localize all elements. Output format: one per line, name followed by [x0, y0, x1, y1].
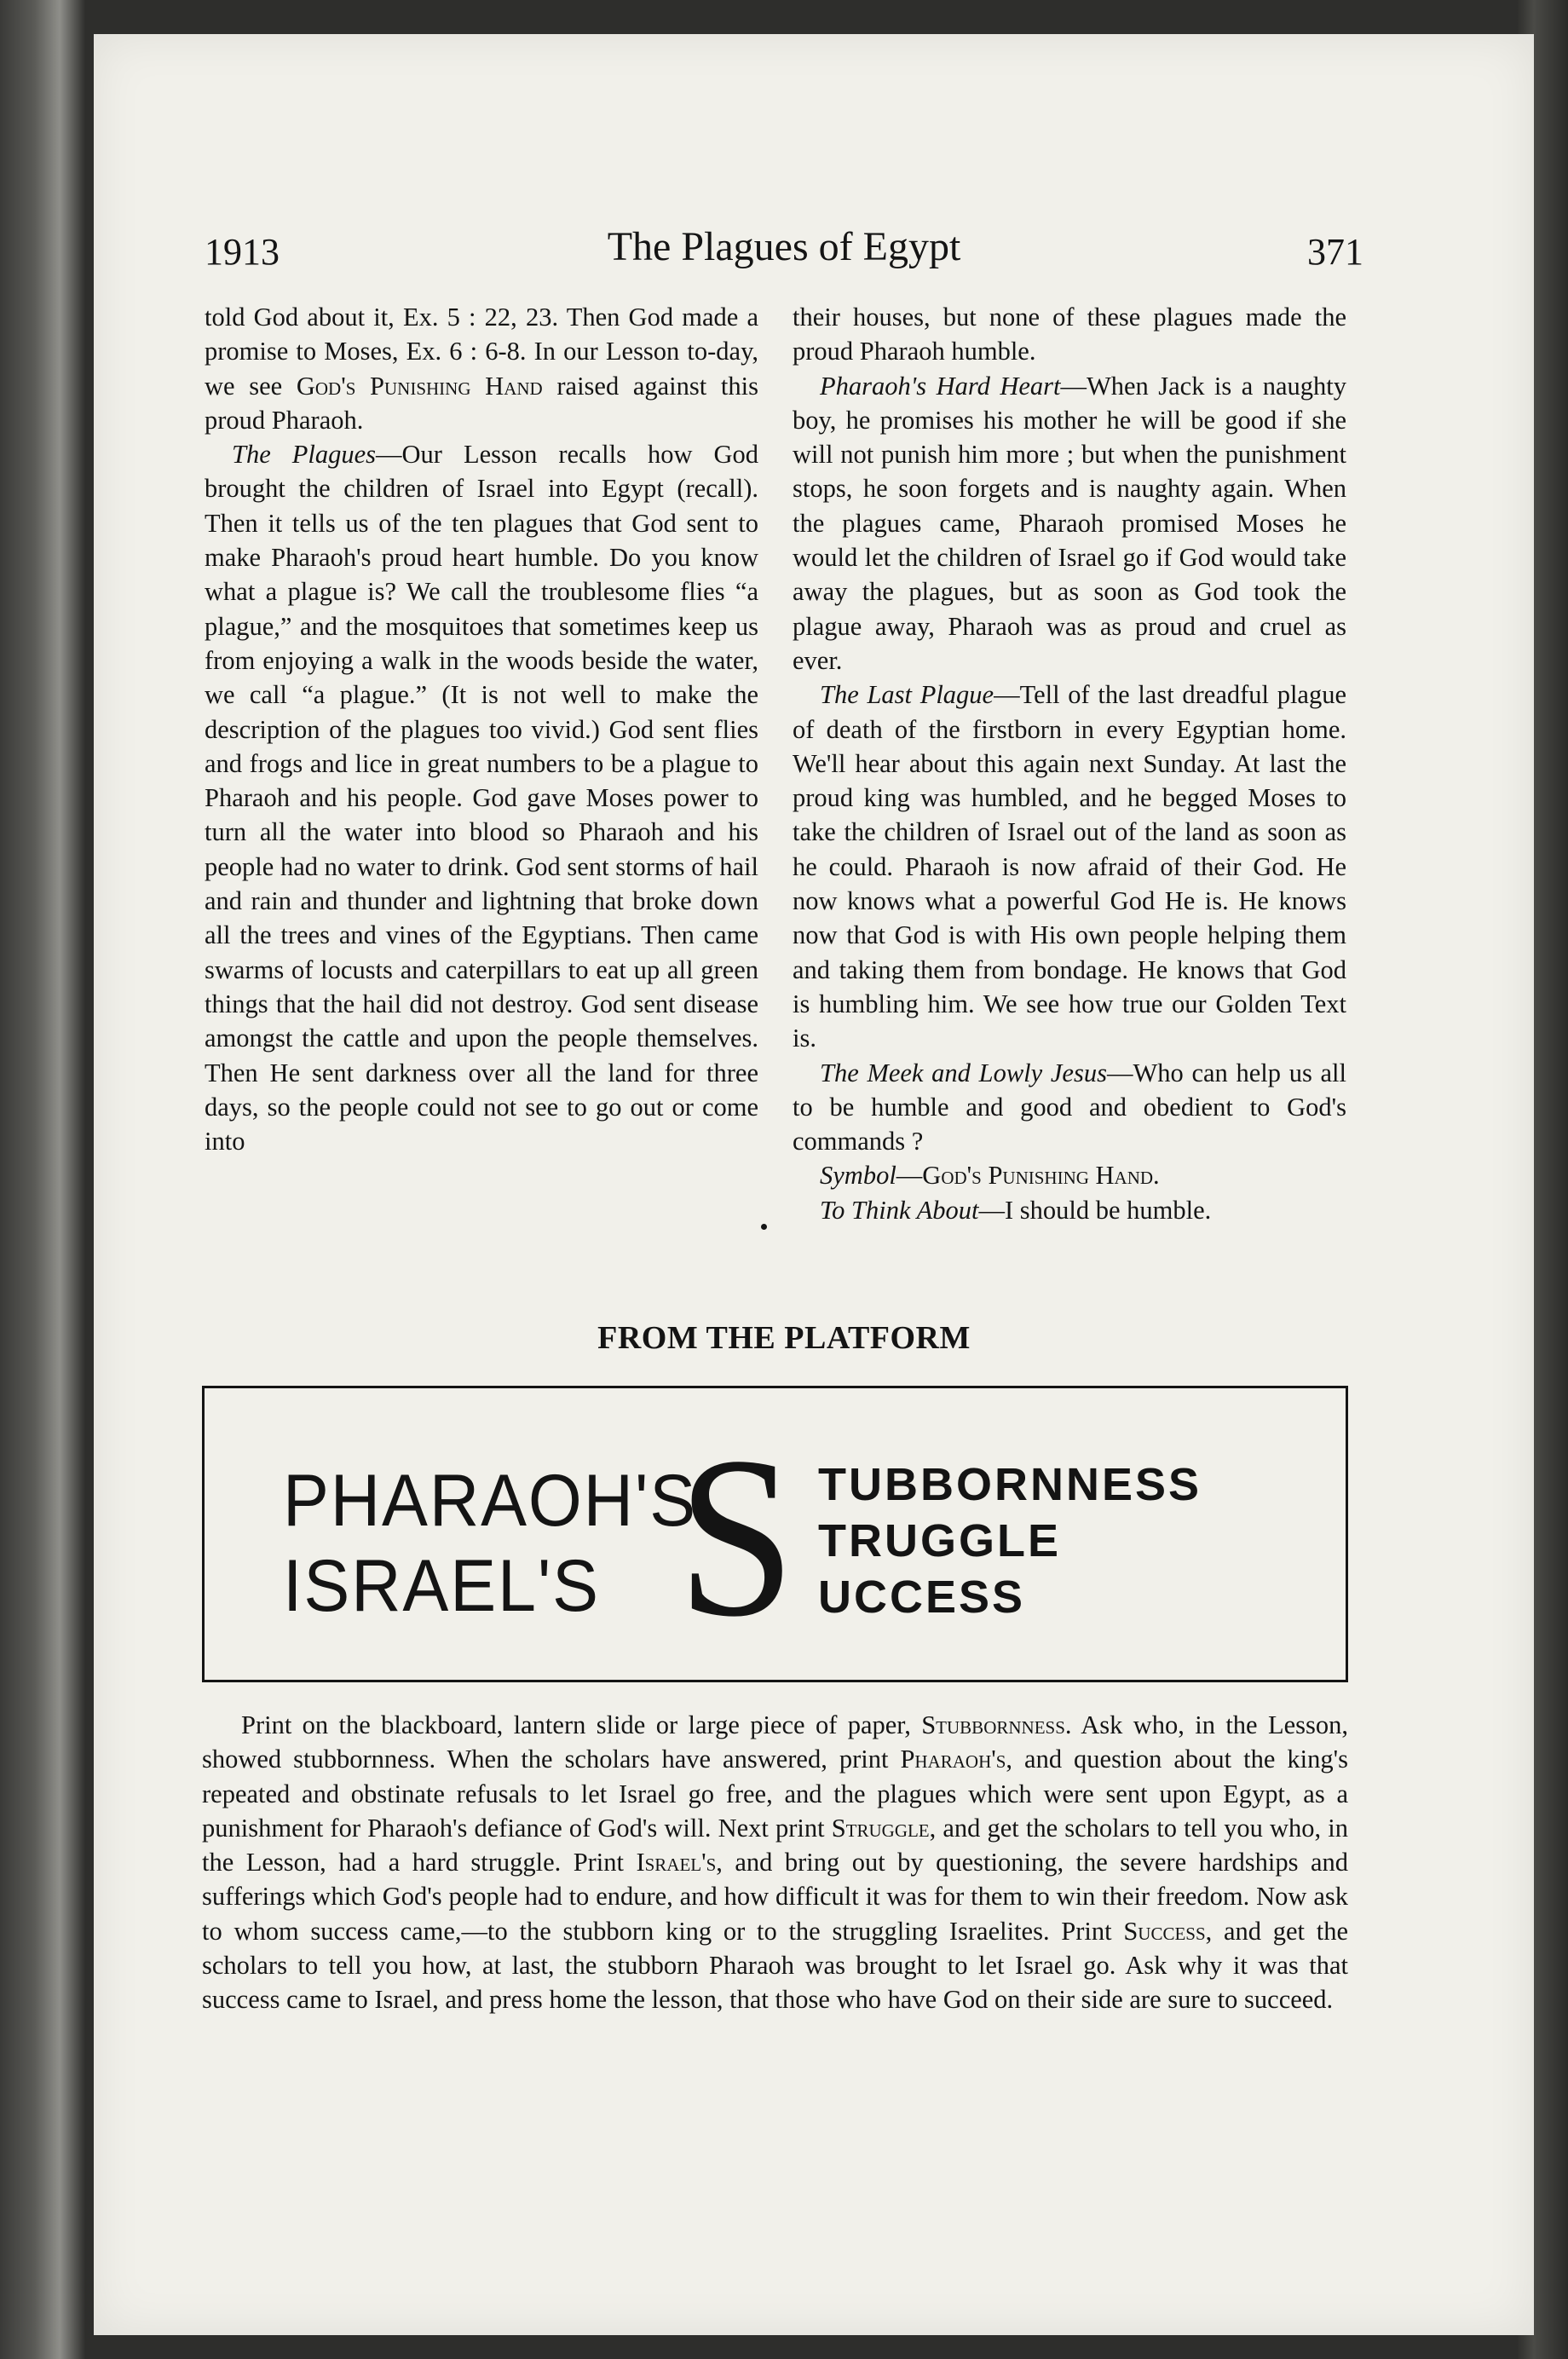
right-paragraph-3: [793, 678, 1346, 1055]
small-caps-run: God's Punishing Hand: [296, 371, 543, 401]
diagram-big-letter: S: [677, 1410, 796, 1664]
header-year: 1913: [205, 231, 280, 273]
section-label: Pharaoh's Hard Heart: [820, 371, 1061, 401]
text-run: —Who can help us all to be humble and good and obedient to God's commands ?: [793, 1058, 1347, 1156]
platform-instructions: [202, 1708, 1348, 2017]
header-title: The Plagues of Egypt: [607, 224, 961, 269]
text-run: and bring out by questioning, the severe hardships and sufferings which God's people had to endure, and how difficult it was for them to win their freedom. Now ask to whom success came,—to the stubborn king or to the struggling Israelites. Print: [202, 1848, 1348, 1946]
platform-heading: FROM THE PLATFORM: [597, 1320, 971, 1356]
section-label: The Last Plague: [820, 680, 994, 710]
left-column: [205, 300, 758, 1158]
section-label: The Meek and Lowly Jesus: [820, 1058, 1107, 1087]
text-run: and question about the king's repeated and obstinate refusals to let Israel go free, and the plagues which were sent upon Egypt, as a punishment for Pharaoh's defiance of God's will. Next print: [202, 1745, 1348, 1843]
right-paragraph-1: their houses, but none of these plagues made the proud Pharaoh humble.: [793, 303, 1346, 366]
text-run: Print on the blackboard, lantern slide or large piece of paper,: [241, 1710, 922, 1739]
text-run: told God about it, Ex. 5 : 22, 23. Then God made a promise to Moses, Ex. 6 : 6-8. In our Lesson to-day, we see: [205, 303, 758, 401]
diagram-name-pharaoh: PHARAOH'S: [283, 1460, 698, 1542]
small-caps-run: God's Punishing Hand.: [922, 1161, 1160, 1191]
left-paragraph-2: [205, 437, 758, 1158]
section-label: The Plagues: [232, 440, 377, 470]
text-run: —: [896, 1161, 923, 1191]
diagram-word-struggle: TRUGGLE: [818, 1515, 1061, 1566]
right-column: [793, 300, 1346, 1227]
right-paragraph-2: [793, 369, 1346, 678]
section-label: Symbol: [820, 1161, 896, 1191]
stray-mark: [761, 1224, 767, 1230]
text-run: —Our Lesson recalls how God brought the children of Israel into Egypt (recall). Then it tells us of the ten plagues that God sent to make Pharaoh's proud heart humble. Do you know what a plague is? We call the troublesome flies “a plague,” and the mosquitoes that sometimes keep us from enjoying a walk in the woods beside the water, we call “a plague.” (It is not well to make the description of the plagues too vivid.) God sent flies and frogs and lice in great numbers to be a plague to Pharaoh and his people. God gave Moses power to turn all the water into blood so Pharaoh and his people had no water to drink. God sent storms of hail and rain and thunder and lightning that broke down all the trees and vines of the Egyptians. Then came swarms of locusts and caterpillars to eat up all green things that the hail did not destroy. God sent disease amongst the cattle and upon the people themselves. Then He sent darkness over all the land for three days, so the people could not see to go out or come into: [205, 440, 758, 1156]
section-label: To Think About: [820, 1195, 979, 1225]
small-caps-run: Israel's,: [636, 1848, 723, 1877]
right-paragraph-5: [793, 1158, 1346, 1192]
small-caps-run: Success,: [1123, 1916, 1213, 1946]
text-run: —I should be humble.: [978, 1195, 1212, 1225]
text-run: raised against this proud Pharaoh.: [205, 371, 758, 435]
small-caps-run: Pharaoh's,: [900, 1745, 1013, 1774]
text-run: —Tell of the last dreadful plague of death of the firstborn in every Egyptian home. We'll hear about this again next Sunday. At last the proud king was humbled, and he begged Moses to take the children of Israel out of the land as soon as he could. Pharaoh is now afraid of their God. He now knows what a powerful God He is. He knows now that God is with His own people helping them and taking them from bondage. He knows that God is humbling him. We see how true our Golden Text is.: [793, 680, 1346, 1053]
text-run: Ask who, in the Lesson, showed stubbornness. When the scholars have answered, print: [202, 1710, 1348, 1774]
diagram-word-success: UCCESS: [818, 1572, 1026, 1623]
blackboard-diagram-box: [202, 1386, 1348, 1682]
right-paragraph-4: [793, 1056, 1346, 1159]
diagram-words: [818, 1456, 1202, 1625]
left-paragraph-1: [205, 300, 758, 437]
right-paragraph-6: [793, 1193, 1346, 1227]
running-header: [205, 223, 1363, 274]
text-run: and get the scholars to tell you how, at last, the stubborn Pharaoh was brought to let Israel go. Ask why it was that success came to Israel, and press home the lesson, that those who have God on their side are sure to succeed.: [202, 1916, 1348, 2015]
diagram-names: [283, 1458, 697, 1629]
small-caps-run: Stubbornness.: [921, 1710, 1072, 1739]
diagram-name-israel: ISRAEL'S: [283, 1545, 600, 1627]
text-run: and get the scholars to tell you who, in the Lesson, had a hard struggle. Print: [202, 1813, 1349, 1877]
small-caps-run: Struggle,: [831, 1813, 937, 1843]
page-number: 371: [1307, 231, 1363, 273]
diagram-word-stubbornness: TUBBORNNESS: [818, 1459, 1202, 1510]
text-run: —When Jack is a naughty boy, he promises his mother he will be good if she will not punish him more ; but when the punishment stops, he soon forgets and is naughty again. When the plagues came, Pharaoh promised Moses he would let the children of Israel go if God would take away the plagues, but as soon as God took the plague away, Pharaoh was as proud and cruel as ever.: [793, 371, 1346, 675]
